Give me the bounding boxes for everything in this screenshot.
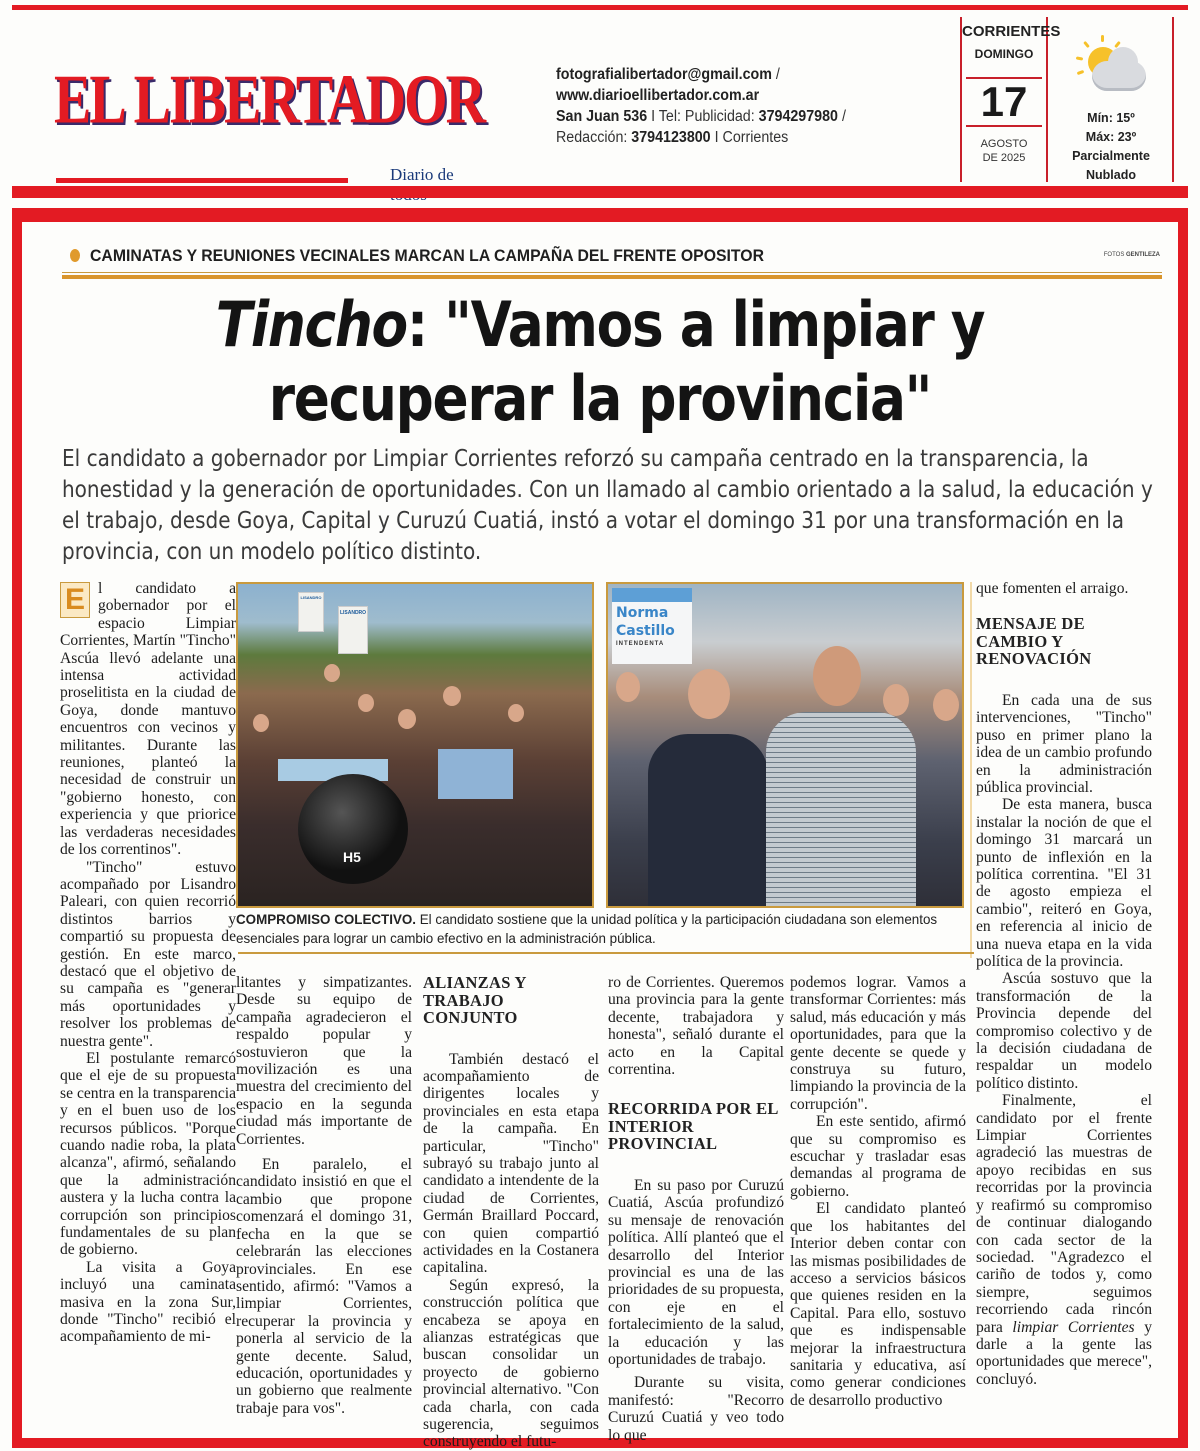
paragraph: En este sentido, afirmó que su compromiso es escuchar y trasladar esas demandas al programa de gobierno. [790, 1113, 966, 1200]
date-day: 17 [980, 78, 1028, 125]
final-text-1: Finalmente, el candidato por el frente Limpiar Corrientes agradeció las muestras de apoyo recibidas en sus recorridas por la provincia y reafirmó su compromiso de continuar dialogando con cada sector de la sociedad. "Agradezco el cariño de todos y, como siempre, seguimos recorriendo cada rincón para [976, 1092, 1152, 1336]
photo-sign [338, 606, 368, 654]
subhead-recorrida: RECORRIDA POR EL INTERIOR PROVINCIAL [608, 1099, 778, 1154]
date-box [960, 17, 1061, 182]
weather-max: Máx: 23º [1085, 130, 1137, 144]
kicker-rule-thick [62, 275, 1162, 279]
helmet-graphic [298, 774, 408, 884]
weather-min: Mín: 15º [1087, 111, 1135, 125]
paragraph: l candidato a gobernador por el espacio Limpiar Corrientes, Martín "Tincho" Ascúa llevó adelante una intensa actividad proselitista en la ciudad de Goya, donde mantuvo encuentros con vecinos y militantes. Durante las reuniones, planteó la necesidad de construir un "gobierno honesto, con experiencia y que priorice las verdaderas necesidades de los correntinos". [60, 580, 236, 859]
paragraph: que fomenten el arraigo. [976, 580, 1129, 597]
article-lead: El candidato a gobernador por Limpiar Corrientes reforzó su campaña centrado en la transparencia, la honestidad y la generación de oportunidades. Con un llamado al cambio orientado a la salud, la educación y el trabajo, desde Goya, Capital y Curuzú Cuatiá, instó a votar el domingo 31 por una transformación en la provincia, con un modelo político distinto. [62, 446, 1153, 565]
sign-name-2: Castillo [616, 623, 675, 639]
contact-tel-label: I Tel: Publicidad: [647, 108, 759, 125]
paragraph-final [976, 1092, 1152, 1388]
weather-condition-2: Nublado [1086, 168, 1136, 182]
paragraph: El candidato planteó que los habitantes del Interior deben contar con las mismas posibilidades de acceso a servicios básicos que quienes residen en la Capital. Para ello, sostuvo que es indispensable mejorar la infraestructura sanitaria y educativa, así como generar condiciones de desarrollo productivo [790, 1200, 966, 1409]
date-month: AGOSTO [980, 138, 1028, 150]
paragraph: De esta manera, busca instalar la noción de que el domingo 31 marcará un punto de inflexión en la política correntina. "El 31 de agosto empieza el cambio", reiteró en Goya, en referencia al inicio de una nueva etapa en la vida política de la provincia. [976, 796, 1152, 970]
kicker-row [60, 244, 1160, 268]
contact-address: San Juan 536 [556, 108, 648, 125]
article-column-4 [608, 974, 784, 1444]
subhead-mensaje: MENSAJE DE CAMBIO Y RENOVACIÓN [976, 614, 1092, 669]
headline-line1: : "Vamos a limpiar y [406, 288, 985, 361]
paragraph: Durante su visita, manifestó: "Recorro Curuzú Cuatiá y veo todo lo que [608, 1374, 784, 1444]
paragraph: En cada una de sus intervenciones, "Tincho" puso en primer plano la idea de un cambio profundo en la administración pública provincial. [976, 691, 1152, 796]
photo-flag [438, 749, 513, 799]
article-column-6 [976, 580, 1152, 1388]
paragraph: podemos lograr. Vamos a transformar Corrientes: más salud, más educación y más oportunidades, para que la gente decente se quede y construya su futuro, limpiando la provincia de la corrupción". [790, 974, 966, 1113]
date-weekday: DOMINGO [974, 47, 1034, 61]
contact-city: I Corrientes [710, 129, 789, 146]
contact-website[interactable]: www.diarioellibertador.com.ar [556, 87, 760, 104]
sign-name-1: Norma [616, 605, 669, 621]
article-column-2 [236, 974, 412, 1417]
article-kicker: CAMINATAS Y REUNIONES VECINALES MARCAN LA CAMPAÑA DEL FRENTE OPOSITOR [90, 246, 765, 265]
photo-credit [1104, 252, 1160, 258]
article-column-3 [423, 974, 599, 1451]
drop-cap: E [60, 582, 90, 618]
bullet-dot-icon [70, 249, 80, 262]
date-year: DE 2025 [982, 152, 1026, 164]
photo-crowd-goya[interactable] [236, 582, 594, 908]
logo-slogan: Diario de [390, 165, 454, 184]
headline-line2: recuperar la provincia" [268, 362, 932, 435]
paragraph: Ascúa sostuvo que la transformación de la Provincia depende del compromiso colectivo y de la decisión ciudadana de respaldar un modelo político distinto. [976, 970, 1152, 1092]
column-separator [970, 582, 972, 958]
kicker-rule [62, 272, 1162, 273]
paragraph: En su paso por Curuzú Cuatiá, Ascúa profundizó su mensaje de renovación política. Allí planteó que el desarrollo del Interior provincial es una de las prioridades de su propuesta, con eje en el fortalecimiento de la salud, la educación y las oportunidades de trabajo. [608, 1176, 784, 1368]
photo-candidates[interactable] [606, 582, 964, 908]
date-city: CORRIENTES [962, 23, 1061, 40]
contact-info [556, 64, 846, 148]
contact-tel-sep: / [837, 108, 846, 125]
masthead-bottom-rule [12, 186, 1188, 198]
photo-credit-value: GENTILEZA [1126, 252, 1160, 258]
logo-underline [56, 178, 348, 183]
person-plaid-shirt [766, 712, 916, 908]
article-headline [103, 288, 1097, 436]
paragraph: "Tincho" estuvo acompañado por Lisandro Paleari, con quien recorrió distintos barrios y compartió su propuesta de gestión. En este marco, destacó que el objetivo de su campaña es "generar más oportunidades y resolver los problemas de nuestra gente". [60, 858, 236, 1050]
caption-title: COMPROMISO COLECTIVO. [236, 912, 417, 927]
paragraph: En paralelo, el candidato insistió en que el cambio que propone comenzará el domingo 31, fecha en la que se celebrarán las elecciones provinciales. En ese sentido, afirmó: "Vamos a limpiar Corrientes, recuperar la provincia y ponerla al servicio de la gente decente. Salud, educación, oportunidades y un gobierno que realmente trabaje para vos". [236, 1156, 412, 1417]
paragraph: La visita a Goya incluyó una caminata masiva en la zona Sur, donde "Tincho" recibió el acompañamiento de mi- [60, 1258, 236, 1346]
subhead-alianzas: ALIANZAS Y TRABAJO CONJUNTO [423, 973, 527, 1027]
campaign-sign [612, 588, 692, 664]
contact-email-sep: / [771, 66, 780, 83]
final-text-italic: limpiar Corrientes [1012, 1318, 1135, 1336]
paragraph: También destacó el acompañamiento de dirigentes locales y provinciales en esta etapa de la campaña. En particular, "Tincho" subrayó su trabajo junto al candidato a intendente de la ciudad de Corrientes, Germán Braillard Poccard, con quien compartió actividades en la Costanera capitalina. [423, 1050, 599, 1277]
photo-caption [236, 910, 965, 948]
top-red-rule [12, 5, 1188, 10]
photo-credit-label: FOTOS [1103, 252, 1126, 258]
newspaper-logo[interactable] [54, 60, 485, 184]
paragraph: Según expresó, la construcción política que encabeza se apoya en alianzas estratégicas que buscan consolidar un proyecto de gobierno provincial alternativo. "Con cada charla, con cada sugerencia, seguimos construyendo el futu- [423, 1276, 599, 1451]
weather-condition-1: Parcialmente [1072, 149, 1150, 163]
contact-email[interactable]: fotografialibertador@gmail.com [556, 66, 772, 83]
photo-sign-text: LISANDRO [339, 610, 367, 616]
contact-tel-publicidad: 3794297980 [758, 108, 838, 125]
headline-italic: Tincho [215, 288, 407, 361]
date-divider [966, 125, 1042, 127]
logo-title: EL LIBERTADOR [54, 61, 485, 139]
weather-box [1050, 17, 1174, 182]
contact-redaccion-label: Redacción: [556, 129, 632, 146]
contact-tel-redaccion: 3794123800 [631, 129, 711, 146]
final-text-2: y darle a la gente las oportunidades que merece", concluyó. [976, 1318, 1153, 1388]
article-frame [12, 208, 1188, 1451]
paragraph: ro de Corrientes. Queremos una provincia para la gente decente, trabajadora y honesta", señaló durante el acto en la Capital correntina. [608, 974, 784, 1079]
partly-cloudy-icon [1076, 39, 1146, 99]
masthead [12, 12, 1188, 184]
article-column-1 [60, 580, 236, 1346]
person-vest [648, 734, 768, 908]
paragraph: El postulante remarcó que el eje de su propuesta se centra en la transparencia y en el buen uso de los recursos públicos. "Porque cuando nadie roba, la plata alcanza", afirmó, señalando que la administración austera y la lucha contra la corrupción son principios fundamentales de su plan de gobierno. [60, 1049, 236, 1259]
sign-role: INTENDENTA [616, 641, 665, 647]
photo-sign-text: LISANDRO [300, 595, 322, 600]
caption-rule [238, 952, 974, 954]
photo-sign [298, 592, 324, 632]
caption-text: El candidato sostiene que la unidad política y la participación ciudadana son elementos esenciales para lograr un cambio efectivo en la administración pública. [236, 912, 938, 946]
paragraph: litantes y simpatizantes. Desde su equipo de campaña agradecieron el respaldo popular y sostuvieron que la movilización es una muestra del crecimiento del espacio en la segunda ciudad más importante de Corrientes. [236, 974, 412, 1148]
article-column-5 [790, 974, 966, 1409]
helmet-label: H5 [343, 849, 361, 865]
